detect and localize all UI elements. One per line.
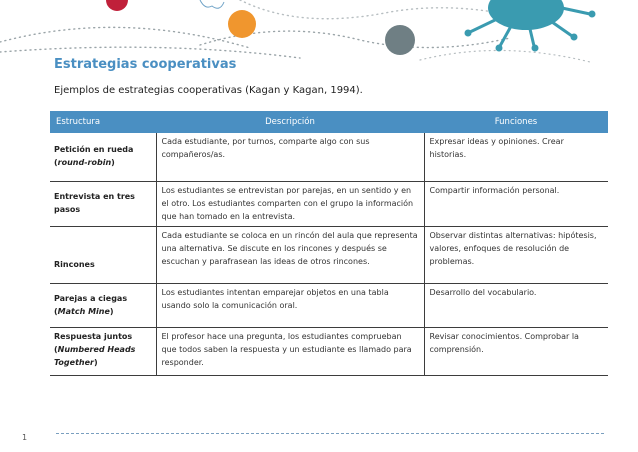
table-header-row: [50, 111, 608, 133]
functions-cell: Revisar conocimientos. Comprobar la comprensión.: [424, 327, 608, 375]
column-header-funciones: Funciones: [424, 111, 608, 133]
table-row: [50, 133, 608, 181]
document-title: Estrategias cooperativas: [54, 57, 237, 72]
functions-cell: Desarrollo del vocabulario.: [424, 283, 608, 327]
header-decoration: [0, 0, 638, 90]
structure-cell: [50, 181, 156, 226]
blue-sketch-shape: [200, 0, 224, 8]
structure-cell: Petición en rueda (round-robin): [50, 133, 156, 181]
description-cell: Cada estudiante se coloca en un rincón del aula que representa una alternativa. Se discute en los rincones y después se escuchan y parafrasean las ideas de otros rincones.: [156, 226, 424, 283]
structure-name-alt: round-robin: [57, 158, 112, 168]
table-row: [50, 226, 608, 283]
structure-name: Parejas a ciegas: [54, 293, 128, 303]
page-number: 1: [22, 433, 28, 442]
structure-cell: Parejas a ciegas (Match Mine): [50, 283, 156, 327]
document-subtitle: Ejemplos de estrategias cooperativas (Kagan y Kagan, 1994).: [54, 85, 363, 96]
gray-circle-shape: [385, 25, 415, 55]
description-cell: Los estudiantes se entrevistan por parejas, en un sentido y en el otro. Los estudiantes comparten con el grupo la información que han tomado en la entrevista.: [156, 181, 424, 226]
structure-name-alt: Numbered Heads Together: [54, 344, 136, 367]
red-circle-shape: [106, 0, 128, 11]
structure-name: Rincones: [54, 259, 95, 269]
description-cell: Los estudiantes intentan emparejar objetos en una tabla usando solo la comunicación oral.: [156, 283, 424, 327]
column-header-descripcion: Descripción: [156, 111, 424, 133]
description-cell: Cada estudiante, por turnos, comparte algo con sus compañeros/as.: [156, 133, 424, 181]
structure-name: Entrevista en tres pasos: [54, 192, 135, 214]
table-row: [50, 327, 608, 375]
strategies-table: [50, 111, 608, 376]
functions-cell: Expresar ideas y opiniones. Crear historias.: [424, 133, 608, 181]
functions-cell: Compartir información personal.: [424, 181, 608, 226]
orange-circle-shape: [228, 10, 256, 38]
teal-microbe-shape: [465, 0, 596, 52]
table-row: [50, 283, 608, 327]
footer-divider: [56, 433, 604, 434]
structure-cell: Respuesta juntos (Numbered Heads Together): [50, 327, 156, 375]
functions-cell: Observar distintas alternativas: hipótesis, valores, enfoques de resolución de problemas.: [424, 226, 608, 283]
column-header-estructura: Estructura: [50, 111, 156, 133]
structure-name: Petición en rueda: [54, 145, 134, 155]
structure-name: Respuesta juntos: [54, 331, 133, 341]
table-row: [50, 181, 608, 226]
description-cell: El profesor hace una pregunta, los estudiantes comprueban que todos saben la respuesta y un estudiante es llamado para responder.: [156, 327, 424, 375]
structure-cell: [50, 226, 156, 283]
structure-name-alt: Match Mine: [57, 306, 110, 316]
